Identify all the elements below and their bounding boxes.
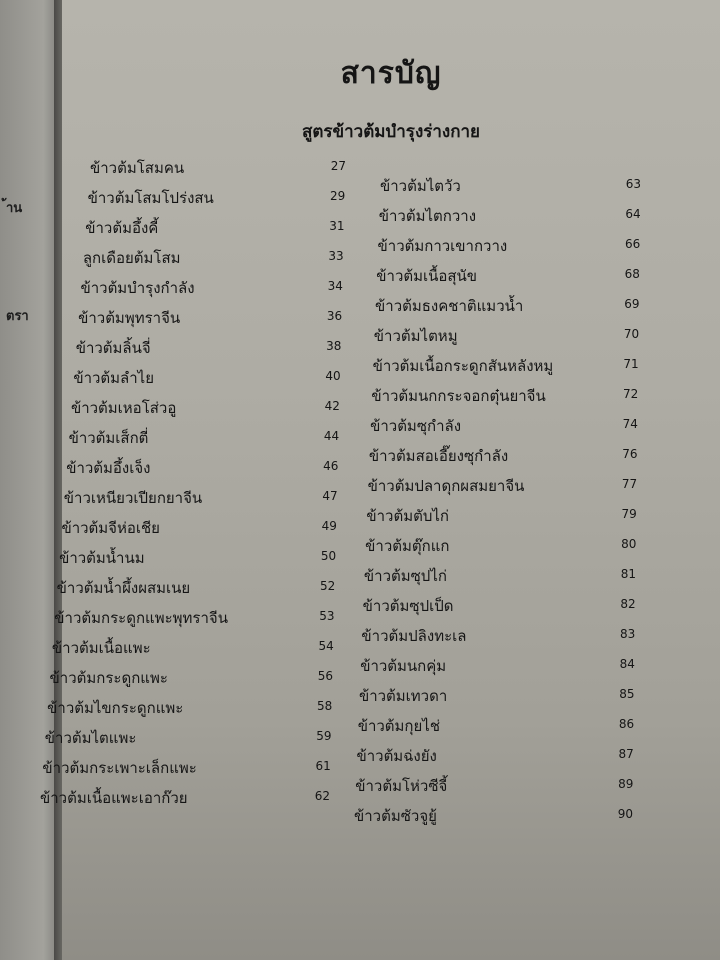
toc-entry-page-number: 52 [320, 579, 336, 593]
toc-entry-page-number: 80 [621, 537, 637, 551]
toc-entry-title: ข้าวต้มกระดูกแพะพุทราจีน [54, 609, 228, 627]
toc-entry-page-number: 58 [317, 699, 333, 713]
toc-entry-title: ข้าวต้มเนื้อแพะ [51, 639, 151, 657]
toc-entry-page-number: 77 [621, 477, 638, 491]
toc-entry-page-number: 87 [618, 747, 634, 761]
toc-entry-page-number: 33 [328, 249, 344, 263]
toc-entry-title: ข้าวต้มซุกำลัง [370, 417, 462, 435]
page-title: สารบัญ [340, 56, 442, 91]
previous-page-edge [0, 0, 62, 960]
toc-entry-page-number: 54 [318, 639, 334, 653]
toc-entry-page-number: 86 [618, 717, 635, 731]
toc-entry-page-number: 59 [316, 729, 332, 743]
toc-entry-page-number: 74 [622, 417, 638, 431]
toc-entry-title: ข้าวต้มตับไก่ [366, 507, 449, 525]
toc-entry-title: ข้าวต้มเนื้อสุนัข [376, 267, 478, 285]
toc-entry-page-number: 70 [623, 327, 640, 341]
book-page [40, 0, 720, 960]
toc-entry-title: ข้าวต้มน้ำนม [59, 549, 145, 567]
toc-entry-page-number: 66 [624, 237, 641, 251]
toc-entry-page-number: 63 [625, 177, 641, 191]
toc-entry-title: ข้าวต้มนกกระจอกตุ๋นยาจีน [371, 387, 546, 405]
toc-entry-title: ข้าวต้มน้ำผึ้งผสมเนย [56, 579, 191, 597]
toc-entry-page-number: 76 [622, 447, 638, 461]
toc-entry-title: ข้าวต้มลิ้นจี่ [75, 339, 151, 357]
toc-entry-title: ข้าวต้มไตแพะ [44, 729, 137, 747]
toc-entry-title: ข้าวต้มกระเพาะเล็กแพะ [42, 759, 197, 777]
toc-entry-title: ข้าวต้มโห่วซีจี้ [355, 777, 448, 795]
toc-entry-page-number: 31 [329, 219, 345, 233]
toc-entry-title: ข้าวต้มเนื้อกระดูกสันหลังหมู [372, 357, 554, 375]
toc-entry-page-number: 84 [619, 657, 635, 671]
toc-entry-page-number: 90 [617, 807, 633, 821]
toc-entry-page-number: 36 [326, 309, 343, 323]
toc-entry-title: ข้าวต้มนกคุ่ม [360, 657, 447, 675]
toc-entry-page-number: 71 [623, 357, 639, 371]
toc-entry-title: ข้าวต้มไตวัว [380, 177, 461, 195]
previous-page-text-fragment: ตรา [6, 309, 29, 324]
toc-entry-page-number: 34 [327, 279, 343, 293]
toc-entry-page-number: 79 [621, 507, 637, 521]
toc-entry-title: ข้าวต้มจีห่อเชีย [61, 519, 160, 537]
toc-entry-page-number: 38 [326, 339, 342, 353]
toc-entry-title: ข้าวต้มเหอโส่วอู [70, 399, 177, 417]
toc-entry-page-number: 61 [315, 759, 331, 773]
toc-entry-page-number: 82 [620, 597, 636, 611]
toc-entry-page-number: 50 [320, 549, 337, 563]
toc-entry-page-number: 81 [620, 567, 637, 581]
toc-entry-title: ข้าวต้มฉ่งยัง [356, 747, 437, 765]
toc-entry-title: ข้าวต้มซัวจูยู้ [354, 807, 437, 825]
toc-entry-title: ข้าวต้มธงคชาติแมวน้ำ [375, 297, 524, 315]
toc-entry-page-number: 44 [323, 429, 340, 443]
toc-entry-title: ข้าวต้มลำไย [73, 369, 155, 387]
toc-entry-title: ข้าวต้มสอเอี๊ยงซุกำลัง [368, 447, 509, 465]
section-heading: สูตรข้าวต้มบำรุงร่างกาย [301, 122, 481, 142]
previous-page-text-fragment: ้าน [6, 201, 23, 216]
toc-entry-title: ข้าวต้มเส็กตี่ [68, 429, 149, 447]
toc-entry-page-number: 83 [620, 627, 636, 641]
toc-entry-page-number: 29 [329, 189, 346, 203]
toc-entry-title: ข้าวต้มบำรุงกำลัง [80, 279, 195, 297]
toc-entry-title: ข้าวต้มกุยไช่ [357, 717, 441, 735]
toc-entry-title: ข้าวต้มอึ้งเจ็ง [66, 459, 151, 477]
toc-entry-page-number: 89 [618, 777, 634, 791]
toc-entry-page-number: 53 [319, 609, 335, 623]
toc-entry-page-number: 62 [314, 789, 330, 803]
toc-entry-page-number: 64 [625, 207, 641, 221]
toc-entry-page-number: 56 [317, 669, 334, 683]
toc-entry-title: ข้าวเหนียวเปียกยาจีน [63, 489, 203, 507]
toc-entry-title: ข้าวต้มกาวเขากวาง [377, 237, 508, 255]
toc-entry-title: ข้าวต้มตุ๊กแก [365, 537, 450, 555]
toc-entry-title: ข้าวต้มกระดูกแพะ [49, 669, 168, 687]
toc-entry-title: ข้าวต้มโสมคน [90, 159, 185, 177]
toc-entry-title: ข้าวต้มโสมโปร่งสน [87, 189, 214, 207]
toc-entry-title: ข้าวต้มปลาดุกผสมยาจีน [367, 477, 525, 495]
toc-entry-title: ข้าวต้มไขกระดูกแพะ [47, 699, 184, 717]
toc-entry-title: ข้าวต้มเทวดา [358, 687, 448, 705]
toc-entry-page-number: 69 [624, 297, 640, 311]
toc-entry-title: ข้าวต้มพุทราจีน [78, 309, 181, 327]
toc-entry-title: ลูกเดือยต้มโสม [82, 249, 181, 267]
toc-entry-page-number: 72 [623, 387, 639, 401]
toc-entry-title: ข้าวต้มซุปเป็ด [362, 597, 454, 615]
toc-entry-page-number: 46 [323, 459, 339, 473]
toc-entry-page-number: 42 [324, 399, 340, 413]
toc-entry-title: ข้าวต้มไตหมู [373, 327, 458, 345]
toc-entry-page-number: 27 [330, 159, 346, 173]
toc-entry-page-number: 49 [321, 519, 337, 533]
toc-entry-title: ข้าวต้มซุปไก่ [363, 567, 447, 585]
toc-entry-title: ข้าวต้มไตกวาง [378, 207, 477, 225]
toc-entry-page-number: 85 [619, 687, 635, 701]
toc-entry-title: ข้าวต้มเนื้อแพะเอาก๊วย [40, 789, 188, 807]
toc-entry-page-number: 40 [325, 369, 341, 383]
toc-entry-title: ข้าวต้มปลิงทะเล [361, 627, 467, 645]
toc-entry-title: ข้าวต้มอึ้งคี้ [85, 219, 159, 237]
toc-entry-page-number: 47 [322, 489, 338, 503]
toc-entry-page-number: 68 [624, 267, 640, 281]
